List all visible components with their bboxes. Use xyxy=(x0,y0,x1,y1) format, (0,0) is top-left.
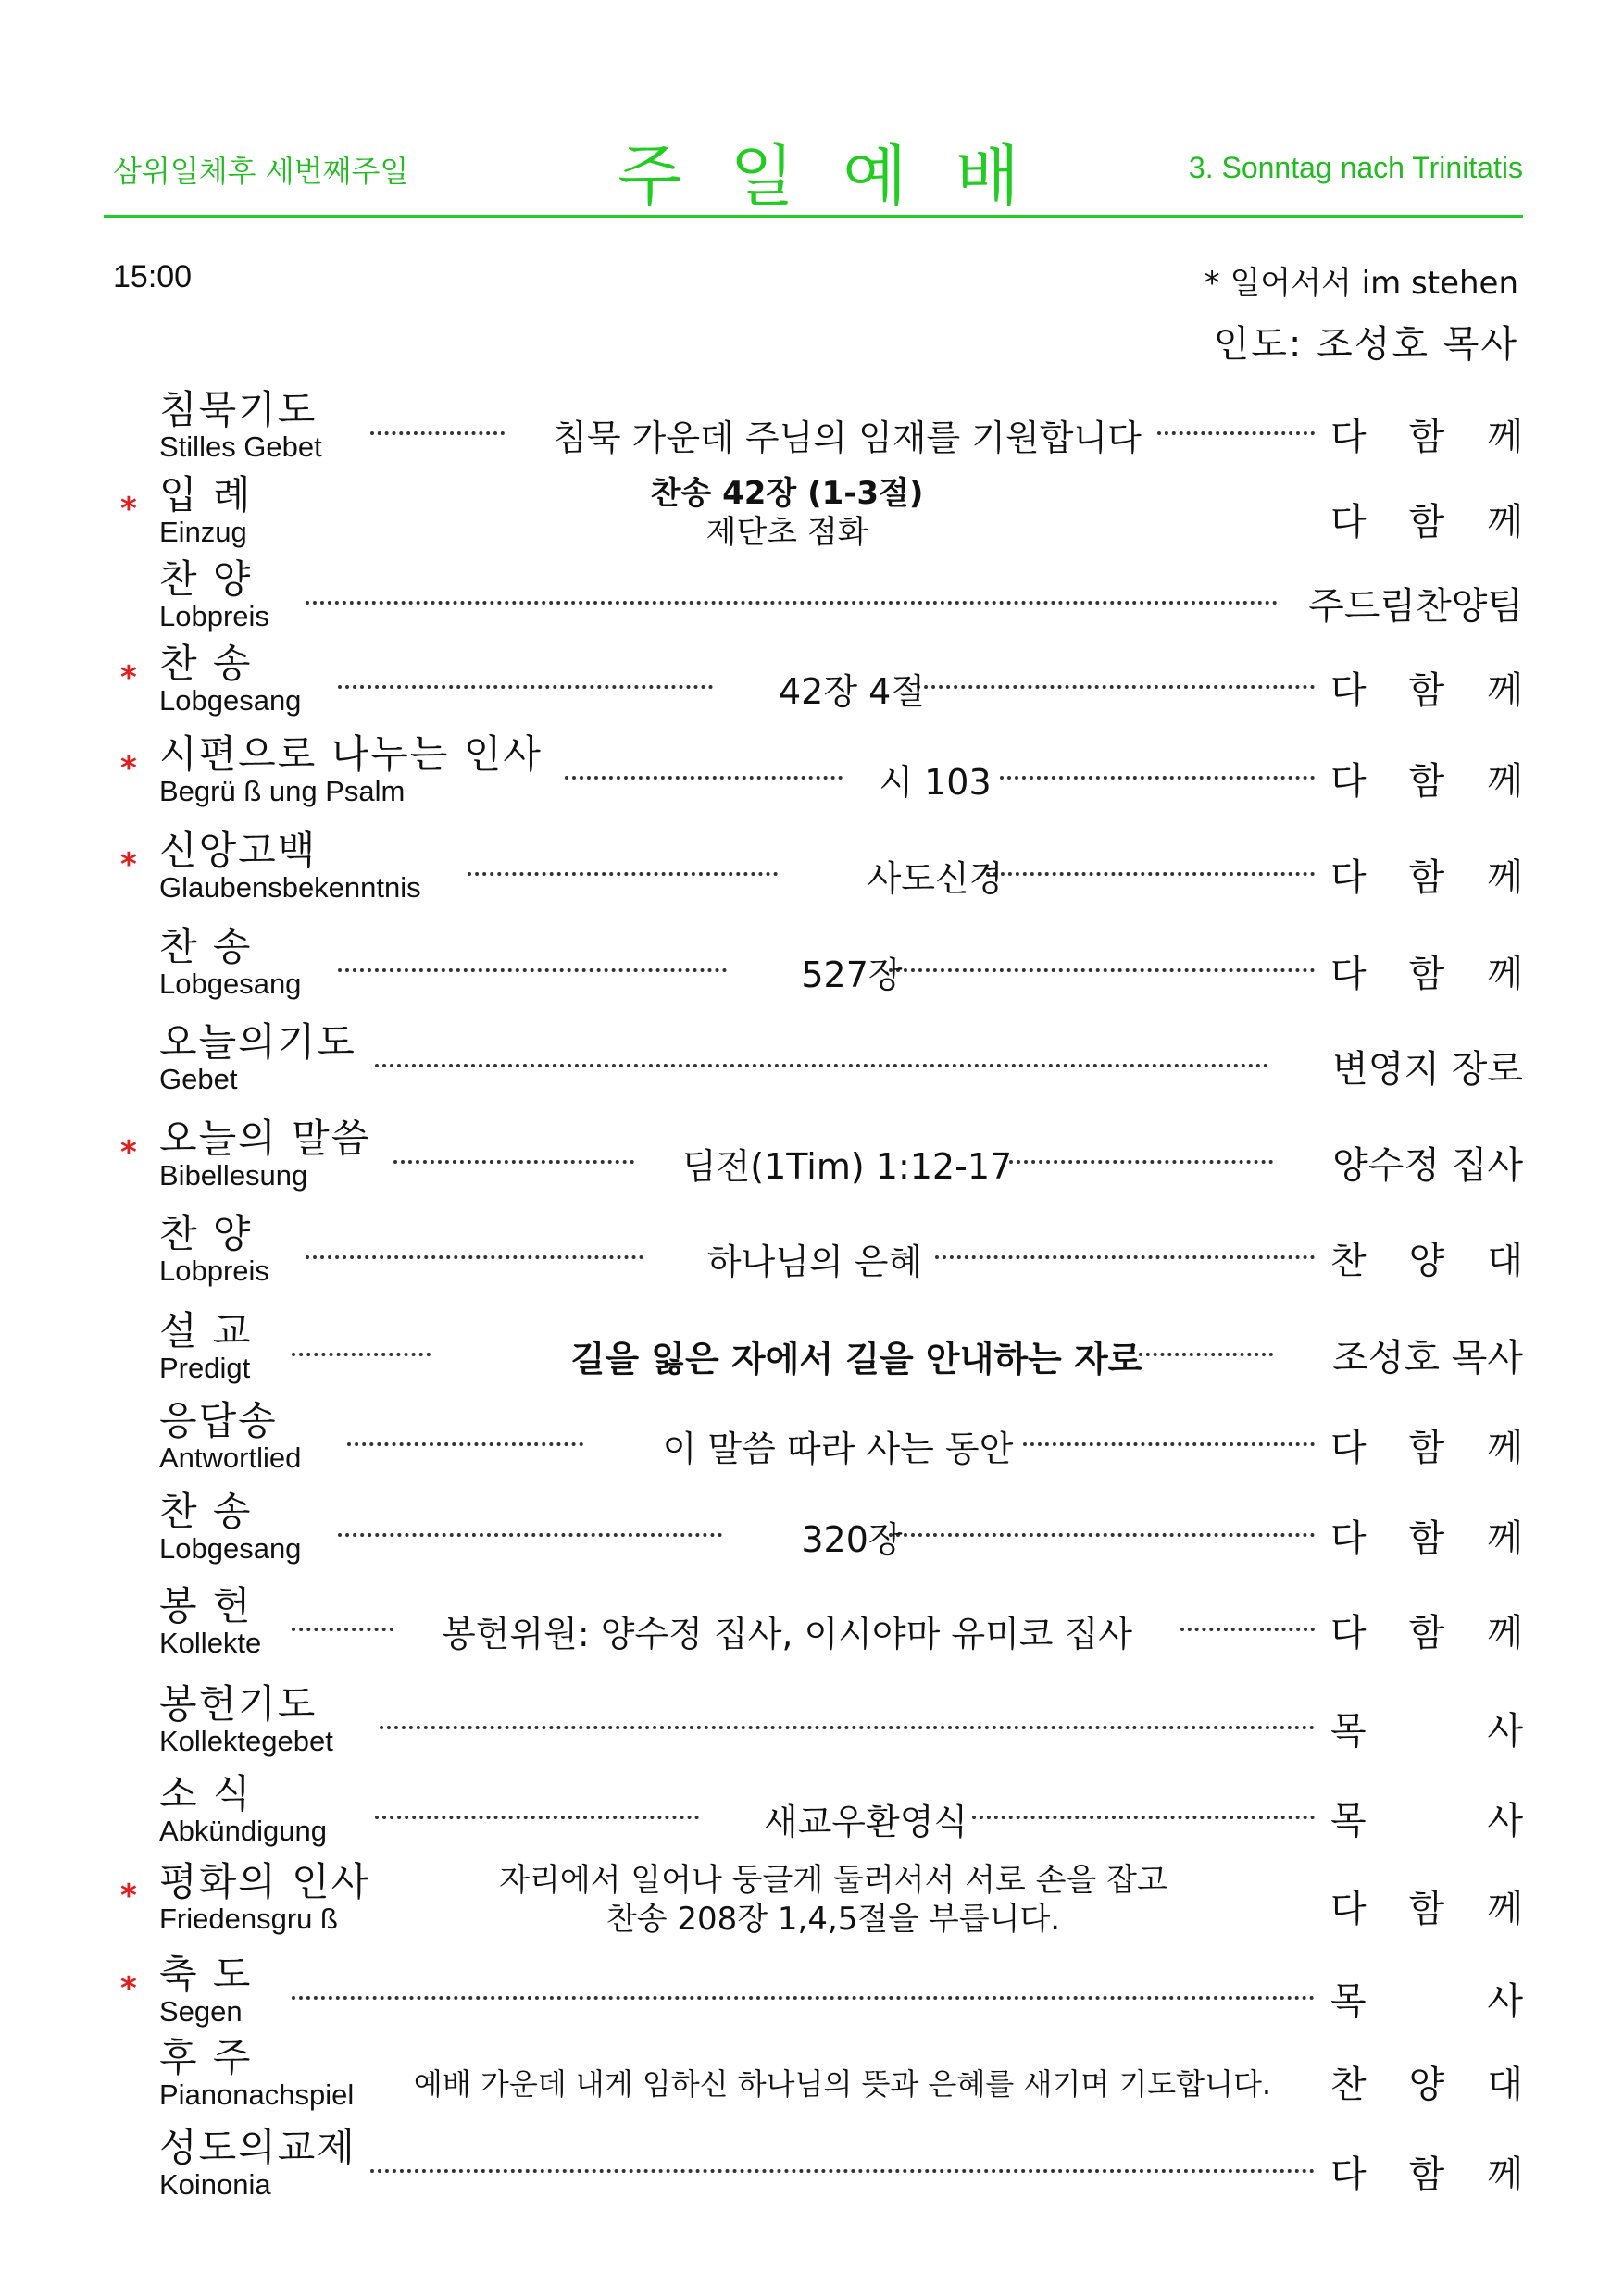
item-name-korean: 찬 송 xyxy=(159,924,253,969)
responsible-char: 다 xyxy=(1330,953,1367,995)
item-detail xyxy=(389,1605,1185,1656)
item-responsible xyxy=(1330,1702,1523,1754)
responsible-char: 께 xyxy=(1487,1517,1523,1560)
responsible-char: 함 xyxy=(1408,856,1445,899)
item-responsible xyxy=(1330,752,1523,805)
item-name-korean: 봉 헌 xyxy=(159,1583,253,1628)
item-name-german: Friedensgru ß xyxy=(159,1903,338,1935)
responsible-char: 함 xyxy=(1408,953,1445,995)
responsible-char: 다 xyxy=(1330,2153,1367,2196)
item-name-german: Segen xyxy=(159,1995,243,2028)
dot-leader xyxy=(375,1064,1268,1067)
responsible-char: 께 xyxy=(1487,856,1523,899)
dot-leader xyxy=(468,872,778,876)
item-name xyxy=(159,1585,261,1659)
item-name-german: Abkündigung xyxy=(159,1815,327,1847)
item-responsible xyxy=(1330,1509,1523,1562)
item-name xyxy=(159,1491,301,1565)
item-name-korean: 후 주 xyxy=(159,2035,253,2080)
item-detail xyxy=(574,474,1000,552)
service-item xyxy=(120,1213,1523,1296)
item-detail-line: 시 103 xyxy=(879,762,992,803)
responsible-char: 사 xyxy=(1487,1980,1523,2023)
item-name xyxy=(159,1953,253,2028)
item-name-german: Stilles Gebet xyxy=(159,430,322,463)
item-name-german: Pianonachspiel xyxy=(159,2078,355,2111)
responsible-char: 함 xyxy=(1408,1427,1445,1469)
dot-leader xyxy=(935,1255,1315,1259)
dot-leader xyxy=(393,1160,634,1164)
responsible-char: 다 xyxy=(1330,416,1367,458)
dot-leader xyxy=(338,1533,722,1537)
item-name-korean: 찬 송 xyxy=(159,1489,253,1534)
item-name-korean: 봉헌기도 xyxy=(159,1681,318,1727)
item-name xyxy=(159,1773,327,1847)
page-header xyxy=(104,120,1523,218)
item-detail xyxy=(370,409,1324,460)
responsible-char: 께 xyxy=(1487,501,1523,543)
dot-leader xyxy=(338,968,727,972)
item-name-korean: 입 례 xyxy=(159,472,253,518)
dot-leader xyxy=(292,1996,1315,2000)
item-name xyxy=(159,643,301,717)
item-name-korean: 축 도 xyxy=(159,1952,253,1997)
item-detail-line: 예배 가운데 내게 임하신 하나님의 뜻과 은혜를 새기며 기도합니다. xyxy=(413,2066,1272,2102)
item-responsible xyxy=(1330,1418,1523,1471)
item-detail-line: 찬송 42장 (1-3절) xyxy=(650,475,924,512)
item-name-korean: 소 식 xyxy=(159,1771,253,1816)
item-name-korean: 찬 양 xyxy=(159,556,253,602)
dot-leader xyxy=(565,776,843,780)
item-name-german: Glaubensbekenntnis xyxy=(159,871,421,904)
dot-leader xyxy=(347,1442,583,1446)
responsible-char: 함 xyxy=(1408,1612,1445,1654)
item-responsible xyxy=(1330,1603,1523,1656)
responsible-char: 께 xyxy=(1487,2153,1523,2196)
service-item xyxy=(120,1773,1523,1856)
item-name-korean: 신앙고백 xyxy=(159,828,318,873)
item-name xyxy=(159,2127,356,2201)
item-responsible xyxy=(1330,1879,1523,1932)
item-detail-line: 527장 xyxy=(801,955,903,995)
item-detail-line: 봉헌위원: 양수정 집사, 이시야마 유미코 집사 xyxy=(441,1614,1133,1654)
service-item xyxy=(120,1117,1523,1201)
item-detail-line: 새교우환영식 xyxy=(763,1802,968,1842)
item-name-korean: 응답송 xyxy=(159,1398,278,1443)
standing-star-icon: * xyxy=(120,1878,137,1915)
item-name-german: Lobgesang xyxy=(159,684,302,717)
item-name xyxy=(159,1400,301,1474)
service-item xyxy=(120,474,1523,557)
responsible-char: 다 xyxy=(1330,1612,1367,1654)
item-name-german: Kollekte xyxy=(159,1627,262,1659)
service-item xyxy=(120,1021,1523,1104)
item-detail-line: 이 말씀 따라 사는 동안 xyxy=(662,1429,1014,1469)
responsible-char: 목 xyxy=(1330,1710,1367,1753)
item-name-korean: 시편으로 나누는 인사 xyxy=(159,731,543,777)
responsible-char: 함 xyxy=(1408,416,1445,458)
item-name-korean: 오늘의기도 xyxy=(159,1019,356,1065)
item-detail-line: 침묵 가운데 주님의 임재를 기원합니다 xyxy=(553,418,1142,458)
service-item xyxy=(120,558,1523,642)
item-detail-line: 길을 잃은 자에서 길을 안내하는 자로 xyxy=(570,1339,1142,1379)
dot-leader xyxy=(1180,1628,1315,1631)
item-name-german: Begrü ß ung Psalm xyxy=(159,775,406,807)
standing-star-icon: * xyxy=(120,846,137,883)
item-name xyxy=(159,2037,354,2111)
dot-leader xyxy=(338,685,713,689)
responsible-char: 다 xyxy=(1330,669,1367,712)
item-responsible xyxy=(1330,661,1523,714)
item-name-german: Predigt xyxy=(159,1352,251,1384)
item-name-german: Lobgesang xyxy=(159,967,302,1000)
item-responsible: 변영지 장로 xyxy=(1332,1048,1523,1091)
item-detail xyxy=(435,1330,1278,1381)
item-name-korean: 평화의 인사 xyxy=(159,1859,371,1904)
item-name xyxy=(159,1021,356,1095)
item-detail-line: 딤전(1Tim) 1:12-17 xyxy=(681,1146,1013,1187)
item-responsible: 양수정 집사 xyxy=(1332,1144,1523,1187)
responsible-char: 사 xyxy=(1487,1800,1523,1842)
item-name-german: Gebet xyxy=(159,1063,238,1095)
service-item xyxy=(120,830,1523,913)
item-name-korean: 찬 양 xyxy=(159,1211,253,1256)
service-item xyxy=(120,643,1523,726)
item-detail-line: 자리에서 일어나 둥글게 둘러서서 서로 손을 잡고 xyxy=(499,1862,1167,1899)
service-item xyxy=(120,2037,1523,2120)
responsible-char: 께 xyxy=(1487,1888,1523,1930)
dot-leader xyxy=(375,1816,699,1819)
item-detail xyxy=(731,946,972,997)
item-detail-line: 320장 xyxy=(801,1519,903,1560)
dot-leader xyxy=(306,1255,643,1259)
item-name xyxy=(159,1861,370,1935)
item-responsible xyxy=(1330,1231,1523,1284)
item-responsible: 조성호 목사 xyxy=(1332,1337,1523,1379)
responsible-char: 찬 xyxy=(1330,1240,1367,1282)
responsible-char: 께 xyxy=(1487,1427,1523,1469)
responsible-char: 다 xyxy=(1330,501,1367,543)
dot-leader xyxy=(917,685,1315,689)
service-item xyxy=(120,1585,1523,1668)
item-name xyxy=(159,1213,269,1287)
item-responsible xyxy=(1330,944,1523,997)
item-detail xyxy=(398,2061,1287,2103)
item-responsible xyxy=(1330,848,1523,901)
service-item xyxy=(120,1953,1523,2037)
item-responsible xyxy=(1330,2145,1523,2198)
responsible-char: 함 xyxy=(1408,669,1445,712)
responsible-char: 양 xyxy=(1408,2064,1445,2106)
header-sunday-korean: 삼위일체후 세번째주일 xyxy=(113,154,409,189)
item-responsible xyxy=(1330,1791,1523,1844)
standing-star-icon: * xyxy=(120,750,137,787)
responsible-char: 께 xyxy=(1487,416,1523,458)
standing-star-icon: * xyxy=(120,1970,137,2007)
dot-leader xyxy=(306,601,1278,605)
responsible-char: 께 xyxy=(1487,1612,1523,1654)
standing-star-icon: * xyxy=(120,491,137,528)
item-name-korean: 오늘의 말씀 xyxy=(159,1116,371,1161)
item-responsible xyxy=(1330,493,1523,545)
responsible-char: 함 xyxy=(1408,1517,1445,1560)
service-item xyxy=(120,1310,1523,1393)
standing-note: * 일어서서 im stehen xyxy=(1204,265,1518,302)
item-responsible xyxy=(1330,1972,1523,2025)
service-item xyxy=(120,389,1523,472)
responsible-char: 다 xyxy=(1330,856,1367,899)
item-detail-line-2: 제단초 점화 xyxy=(705,514,868,551)
item-name xyxy=(159,474,253,548)
item-name xyxy=(159,558,269,632)
item-detail xyxy=(713,1793,1018,1844)
item-responsible xyxy=(1330,407,1523,460)
responsible-char: 께 xyxy=(1487,760,1523,803)
item-detail xyxy=(852,754,1018,805)
item-responsible: 주드림찬양팀 xyxy=(1308,585,1523,628)
item-detail-line: 하나님의 은혜 xyxy=(706,1242,923,1282)
service-item xyxy=(120,733,1523,817)
dot-leader xyxy=(380,1726,1315,1729)
item-name-korean: 성도의교제 xyxy=(159,2125,356,2170)
dot-leader xyxy=(1000,776,1315,780)
responsible-char: 목 xyxy=(1330,1800,1367,1842)
responsible-char: 양 xyxy=(1408,1240,1445,1282)
service-item xyxy=(120,1491,1523,1574)
responsible-char: 께 xyxy=(1487,669,1523,712)
service-item xyxy=(120,1400,1523,1483)
service-leader: 인도: 조성호 목사 xyxy=(1213,323,1518,366)
item-responsible xyxy=(1330,2055,1523,2108)
responsible-char: 다 xyxy=(1330,1427,1367,1469)
standing-star-icon: * xyxy=(120,659,137,696)
service-item xyxy=(120,1683,1523,1766)
standing-star-icon: * xyxy=(120,1134,137,1171)
responsible-char: 다 xyxy=(1330,1517,1367,1560)
item-name-korean: 설 교 xyxy=(159,1308,253,1354)
item-detail xyxy=(722,1511,981,1562)
responsible-char: 다 xyxy=(1330,1888,1367,1930)
header-divider xyxy=(104,215,1523,218)
service-item xyxy=(120,2127,1523,2210)
item-name xyxy=(159,1310,253,1384)
item-name xyxy=(159,733,543,807)
item-detail xyxy=(472,1861,1194,1939)
item-name-german: Einzug xyxy=(159,516,247,548)
item-detail xyxy=(731,663,972,714)
item-detail xyxy=(639,1233,991,1284)
dot-leader xyxy=(370,2169,1315,2173)
item-name-german: Kollektegebet xyxy=(159,1725,333,1757)
service-time: 15:00 xyxy=(113,259,193,294)
item-name-german: Lobgesang xyxy=(159,1532,302,1565)
dot-leader xyxy=(292,1628,393,1631)
responsible-char: 사 xyxy=(1487,1710,1523,1753)
item-name-german: Koinonia xyxy=(159,2168,271,2201)
item-name xyxy=(159,389,322,463)
responsible-char: 목 xyxy=(1330,1980,1367,2023)
responsible-char: 께 xyxy=(1487,953,1523,995)
item-name-korean: 침묵기도 xyxy=(159,387,318,432)
responsible-char: 다 xyxy=(1330,760,1367,803)
item-name xyxy=(159,830,421,904)
item-name-korean: 찬 송 xyxy=(159,641,253,686)
page-title: 주일예배 xyxy=(618,137,1068,215)
item-name-german: Bibellesung xyxy=(159,1159,308,1192)
responsible-char: 대 xyxy=(1487,1240,1523,1282)
responsible-char: 함 xyxy=(1408,760,1445,803)
dot-leader xyxy=(292,1353,431,1356)
item-detail-line: 42장 4절 xyxy=(778,671,926,712)
dot-leader xyxy=(972,1816,1315,1819)
responsible-char: 찬 xyxy=(1330,2064,1367,2106)
item-detail-line-2: 찬송 208장 1,4,5절을 부릅니다. xyxy=(606,1901,1061,1938)
service-item xyxy=(120,926,1523,1009)
header-sunday-german: 3. Sonntag nach Trinitatis xyxy=(1188,151,1523,184)
item-detail xyxy=(639,1138,1055,1189)
responsible-char: 함 xyxy=(1408,501,1445,543)
responsible-char: 함 xyxy=(1408,1888,1445,1930)
item-name-german: Antwortlied xyxy=(159,1441,302,1474)
responsible-char: 대 xyxy=(1487,2064,1523,2106)
responsible-char: 함 xyxy=(1408,2153,1445,2196)
service-item xyxy=(120,1861,1523,1944)
item-detail xyxy=(796,850,1074,901)
item-name-german: Lobpreis xyxy=(159,600,269,632)
item-detail-line: 사도신경 xyxy=(867,858,1004,899)
item-name xyxy=(159,1683,333,1757)
item-name-german: Lobpreis xyxy=(159,1254,269,1287)
item-detail xyxy=(583,1420,1092,1471)
item-name xyxy=(159,1117,370,1192)
item-name xyxy=(159,926,301,1000)
